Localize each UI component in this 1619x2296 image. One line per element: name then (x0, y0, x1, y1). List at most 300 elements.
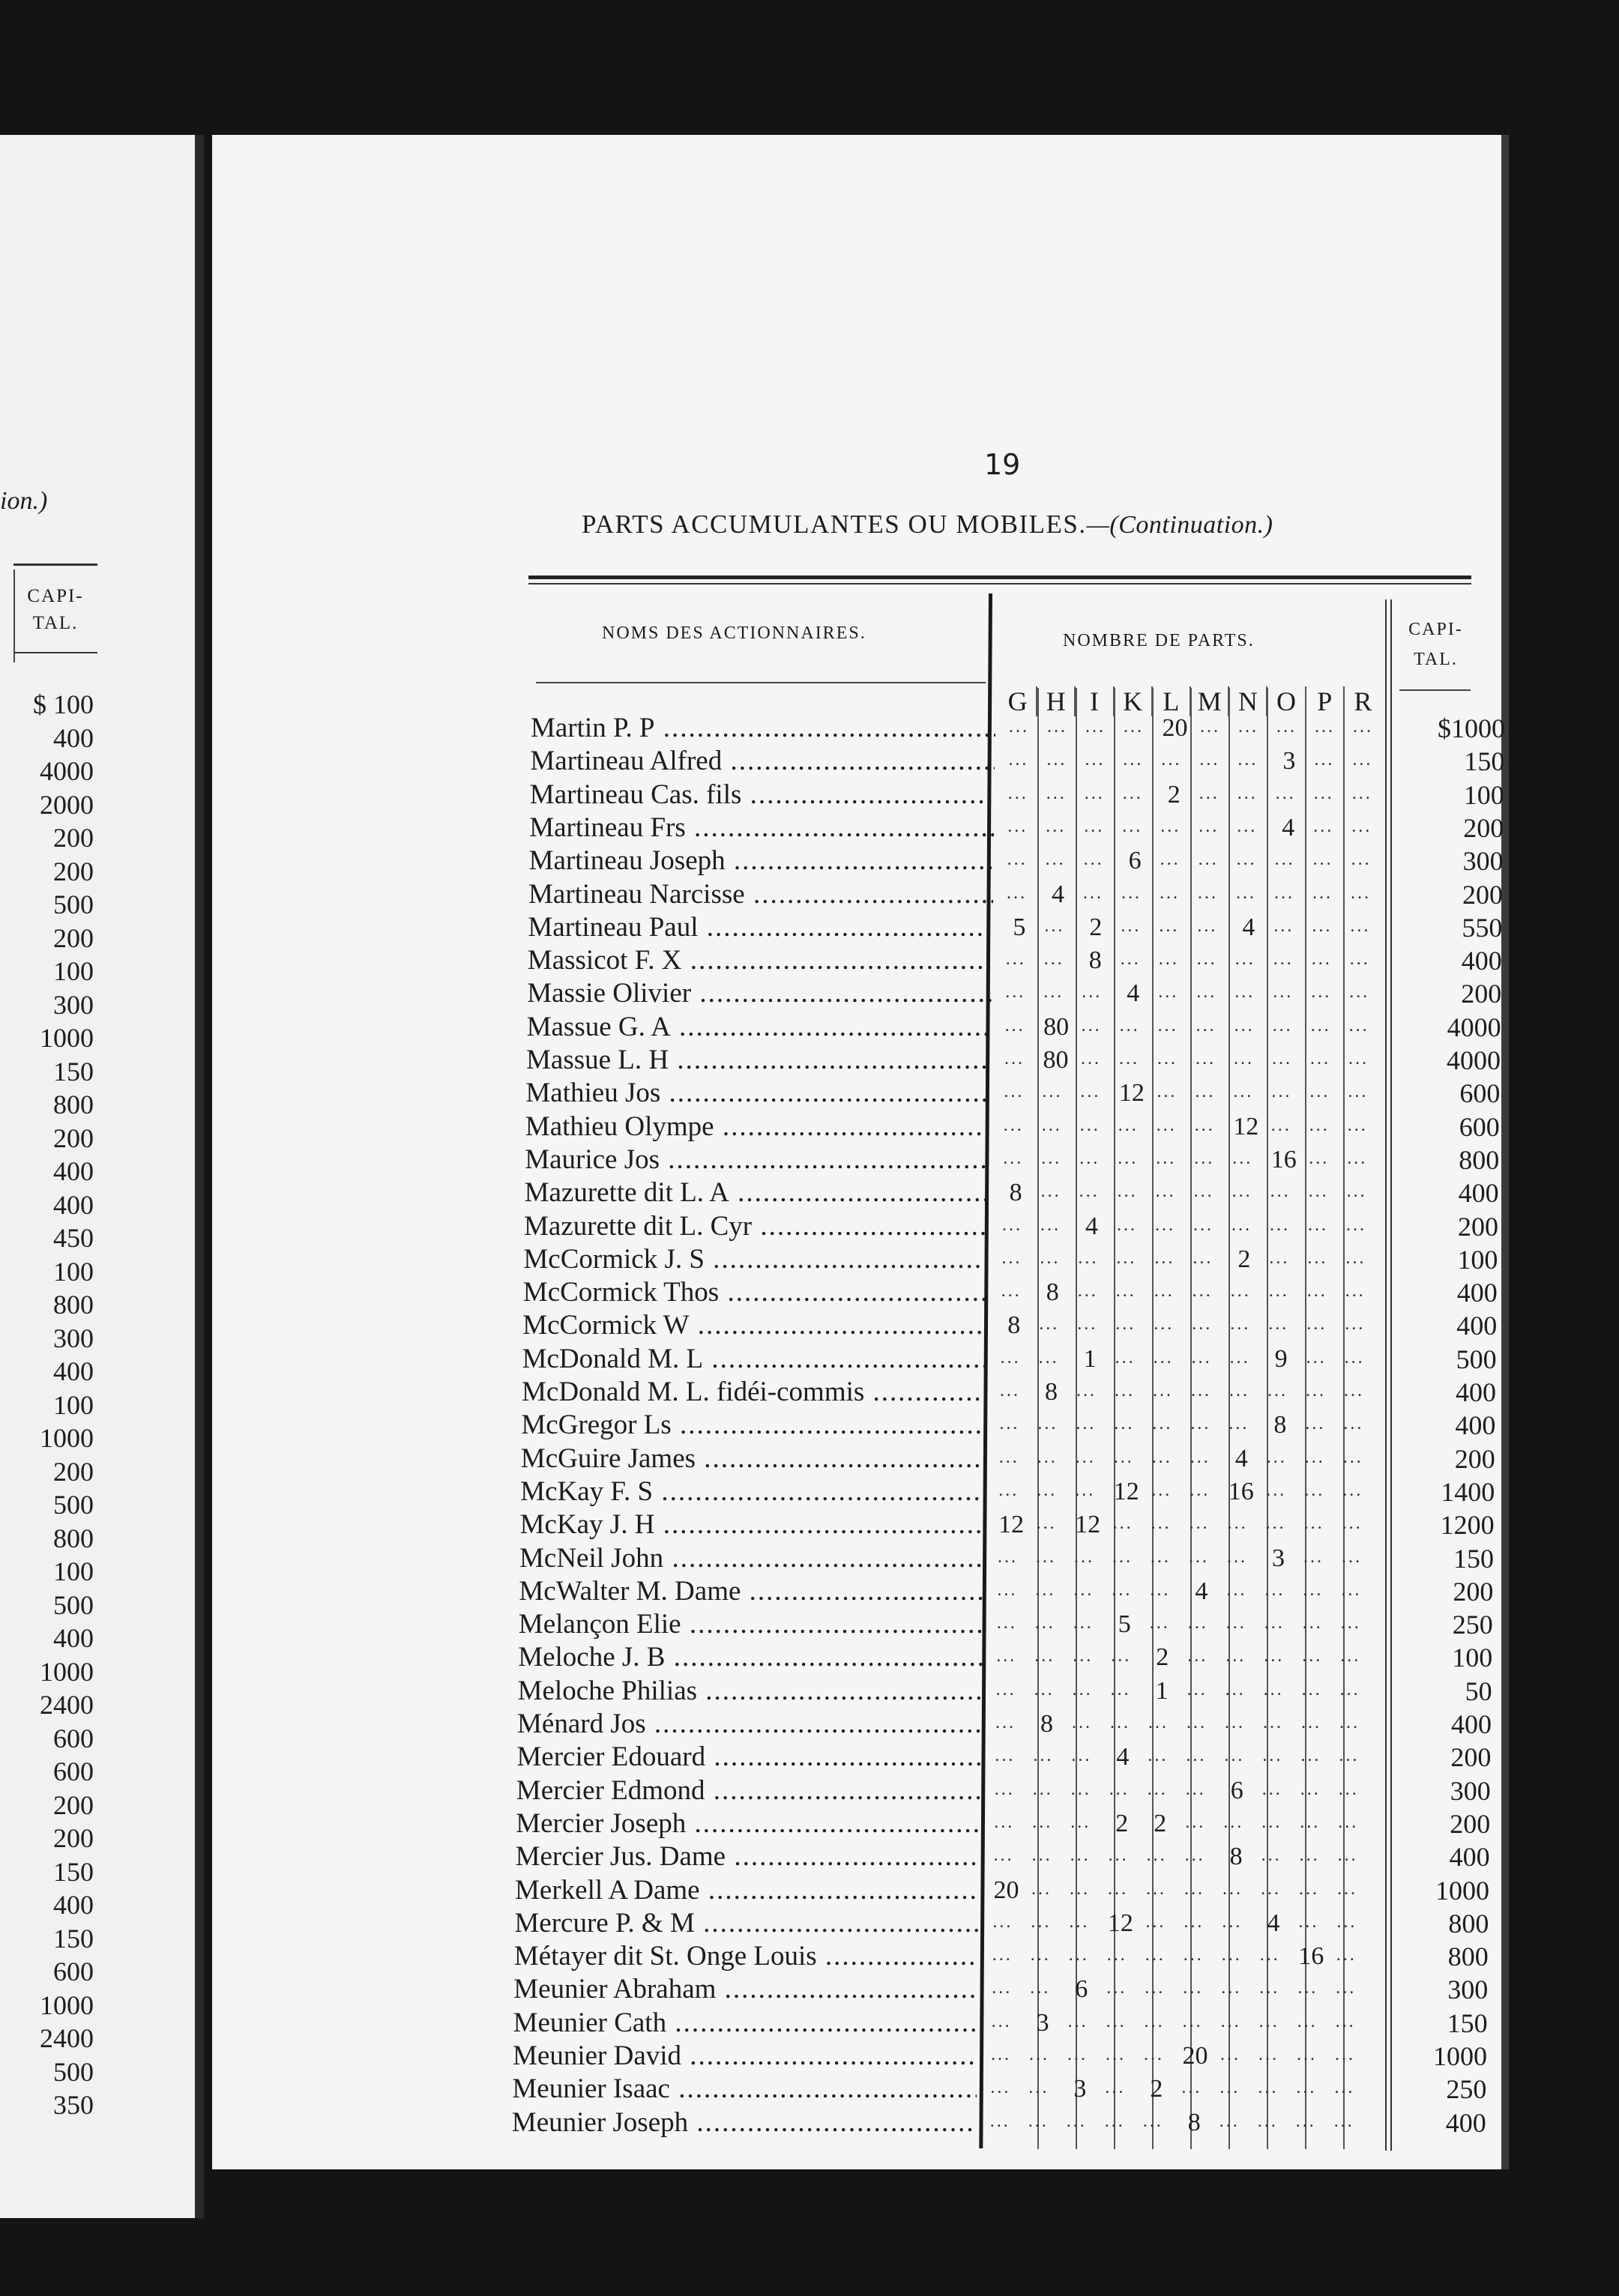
table-row (521, 1409, 1495, 1442)
parts-cell-m (1178, 1940, 1216, 1973)
parts-cell-i (1078, 812, 1116, 845)
shareholder-name: McNeil John ..... (519, 1542, 984, 1575)
capital-value: 150 (1447, 2008, 1488, 2038)
parts-cell-g (989, 1774, 1027, 1807)
parts-cell-o (1257, 1708, 1295, 1741)
left-capital-value: 200 (53, 922, 94, 953)
parts-cell-r (1335, 1608, 1373, 1641)
parts-cell-k (1109, 1309, 1148, 1342)
shareholder-name: McWalter M. Dame ..... (519, 1575, 983, 1608)
parts-cell-r (1344, 944, 1382, 977)
parts-cell-m (1178, 1907, 1216, 1940)
capital-value: 200 (1462, 879, 1503, 910)
parts-cell-o: 4 (1267, 1909, 1280, 1937)
parts-cell-h: 8 (1046, 1278, 1059, 1307)
parts-cell-i (1067, 1608, 1106, 1641)
parts-cell-n (1227, 1077, 1265, 1110)
parts-cell-g: 8 (1007, 1311, 1021, 1340)
parts-cell-r (1346, 779, 1384, 812)
parts-cell-i (1070, 1376, 1109, 1409)
parts-cell-g (1002, 745, 1040, 778)
parts-cell-k (1109, 1343, 1148, 1376)
parts-cells (998, 1111, 1380, 1144)
parts-cell-h (1035, 1176, 1073, 1209)
parts-cell-i: 8 (1088, 946, 1102, 975)
parts-cell-g (997, 1144, 1035, 1176)
right-page (212, 135, 1509, 2169)
table-row (518, 1675, 1492, 1708)
parts-cells (989, 1708, 1372, 1741)
parts-cell-n (1228, 1011, 1267, 1044)
left-capital-value: 2400 (40, 2023, 94, 2053)
parts-cell-n (1216, 1907, 1254, 1940)
parts-cell-m (1184, 1508, 1222, 1541)
parts-cell-h: 8 (1040, 1710, 1053, 1738)
parts-cell-i: 2 (1089, 913, 1103, 941)
parts-cell-n (1228, 977, 1267, 1010)
table-row (522, 1376, 1496, 1409)
parts-cell-m (1181, 1675, 1219, 1708)
left-capital-value: 400 (53, 1623, 94, 1653)
table-row (519, 1542, 1494, 1575)
parts-cell-l (1153, 944, 1191, 977)
parts-cell-h (1027, 1774, 1065, 1807)
parts-cell-l (1144, 1575, 1182, 1608)
capital-value: 400 (1451, 1709, 1492, 1739)
parts-cell-m (1187, 1276, 1225, 1309)
parts-cells (991, 1608, 1373, 1641)
left-capital-value: 400 (53, 1356, 94, 1386)
parts-cell-o (1260, 1475, 1298, 1508)
parts-cell-o (1252, 2073, 1290, 2106)
parts-cell-o (1258, 1641, 1296, 1674)
parts-cell-m (1181, 1708, 1219, 1741)
parts-cell-m (1192, 878, 1230, 911)
parts-cell-h (1022, 2073, 1061, 2106)
parts-cell-h (1038, 944, 1076, 977)
parts-cell-h (1040, 845, 1078, 877)
table-row (526, 1044, 1501, 1077)
shareholder-name: McKay J. H ..... (520, 1508, 985, 1541)
parts-cell-r (1337, 1442, 1375, 1475)
parts-cell-n (1226, 1176, 1264, 1209)
parts-cell-i (1072, 1276, 1110, 1309)
parts-cell-p (1300, 1376, 1338, 1409)
parts-cell-o (1260, 1508, 1298, 1541)
parts-cell-m (1190, 1044, 1228, 1077)
left-capital-value: 500 (53, 889, 94, 919)
parts-cell-h (1036, 1077, 1074, 1110)
parts-cell-r (1330, 1973, 1368, 2006)
parts-cell-g (1001, 812, 1040, 845)
left-capital-value: 2000 (40, 789, 94, 820)
parts-cell-h (1031, 1409, 1070, 1442)
parts-cells (995, 1343, 1377, 1376)
capital-value: 400 (1456, 1311, 1498, 1341)
parts-cell-o (1253, 1973, 1291, 2006)
parts-cell-n (1219, 1641, 1258, 1674)
parts-cell-o (1267, 1011, 1305, 1044)
parts-cell-h (1026, 1807, 1064, 1840)
shareholder-name: Martin P. P ..... (531, 712, 995, 745)
parts-cell-n (1225, 1210, 1264, 1243)
shareholder-name: McDonald M. L. fidéi-commis ..... (522, 1376, 986, 1409)
parts-cell-i (1073, 1176, 1112, 1209)
shareholder-name: Meloche Philias ..... (518, 1675, 983, 1708)
parts-cell-r (1328, 2073, 1366, 2106)
parts-cell-i (1073, 1144, 1112, 1176)
parts-cell-l (1139, 1973, 1177, 2006)
parts-cells (991, 1575, 1373, 1608)
table-row (531, 712, 1505, 745)
parts-cell-m: 4 (1195, 1577, 1208, 1605)
parts-cell-r (1333, 1774, 1371, 1807)
parts-cell-m (1190, 1011, 1228, 1044)
parts-cell-n (1216, 1940, 1254, 1973)
left-capital-value: 1000 (40, 1423, 94, 1453)
parts-cell-g (993, 1442, 1031, 1475)
shareholder-name: Mercier Edmond ..... (516, 1774, 981, 1807)
parts-cell-r (1330, 2007, 1368, 2040)
parts-cell-p (1291, 2007, 1330, 2040)
parts-cell-r (1333, 1708, 1372, 1741)
parts-letter-n: N (1228, 686, 1266, 716)
parts-cell-g (995, 1276, 1034, 1309)
table-row (528, 911, 1502, 944)
left-capital-value: 400 (53, 1890, 94, 1920)
parts-cell-n (1221, 1542, 1259, 1575)
parts-cell-l (1146, 1409, 1184, 1442)
parts-cell-i (1076, 977, 1114, 1010)
parts-cell-g: 5 (1013, 913, 1026, 941)
shareholder-name: Martineau Frs ..... (529, 812, 994, 845)
parts-cell-r (1329, 2040, 1367, 2073)
parts-cell-l (1139, 2007, 1177, 2040)
parts-cell-i (1078, 845, 1116, 877)
shareholder-name: Mercier Edouard ..... (516, 1741, 981, 1774)
parts-cell-m (1179, 1840, 1217, 1873)
left-capital-value: 100 (53, 1389, 94, 1420)
parts-cell-k (1114, 1011, 1152, 1044)
parts-cell-h (1040, 745, 1079, 778)
left-capital-value: 100 (53, 1256, 94, 1287)
parts-cell-k (1110, 1243, 1148, 1276)
table-row (529, 812, 1504, 845)
parts-cell-r (1333, 1741, 1371, 1774)
shareholder-name: Mathieu Jos ..... (525, 1077, 990, 1110)
parts-cell-g (986, 1973, 1024, 2006)
parts-cell-h (1022, 2106, 1061, 2139)
parts-cell-l (1152, 1011, 1190, 1044)
shareholder-name: Martineau Joseph ..... (529, 845, 994, 877)
parts-cell-h (1030, 1542, 1068, 1575)
parts-cell-r (1334, 1641, 1372, 1674)
shareholder-name: Mazurette dit L. A ..... (525, 1176, 989, 1209)
parts-cell-l (1150, 1144, 1188, 1176)
left-capital-value: 200 (53, 856, 94, 886)
capital-value: 1000 (1435, 1875, 1489, 1906)
parts-cell-r (1335, 1575, 1373, 1608)
parts-cell-g: 8 (1009, 1179, 1022, 1207)
parts-cell-r (1339, 1309, 1377, 1342)
parts-cell-r (1337, 1409, 1375, 1442)
table-row (525, 1111, 1500, 1144)
parts-cell-p (1297, 1608, 1335, 1641)
parts-cell-p (1294, 1840, 1332, 1873)
parts-cell-l (1149, 1210, 1187, 1243)
shareholder-name: Martineau Narcisse ..... (528, 878, 993, 911)
parts-cells (998, 1077, 1380, 1110)
parts-cell-m (1193, 745, 1231, 778)
parts-cell-h (1037, 977, 1076, 1010)
parts-cell-o (1253, 2007, 1291, 2040)
parts-cell-r (1336, 1508, 1375, 1541)
parts-cell-i (1066, 1708, 1104, 1741)
left-capital-value: 600 (53, 1723, 94, 1753)
table-row (518, 1641, 1492, 1674)
parts-cell-o (1267, 977, 1305, 1010)
parts-cell-l (1151, 1077, 1189, 1110)
capital-value: 400 (1456, 1377, 1496, 1407)
parts-cell-g (998, 1111, 1036, 1144)
parts-cell-n: 4 (1234, 1444, 1248, 1472)
shareholder-name: Maurice Jos ..... (525, 1144, 989, 1176)
table-row (512, 2073, 1486, 2106)
parts-cell-l (1151, 1044, 1190, 1077)
capital-value: 400 (1449, 1842, 1490, 1873)
parts-cell-g: 20 (993, 1876, 1019, 1904)
parts-cell-m (1180, 1774, 1218, 1807)
parts-cell-r (1345, 845, 1384, 877)
parts-cells (990, 1641, 1372, 1674)
shareholder-name: Métayer dit St. Onge Louis ..... (514, 1940, 979, 1973)
parts-cell-n (1231, 779, 1270, 812)
parts-cell-r (1342, 1044, 1381, 1077)
parts-cell-o (1256, 1774, 1294, 1807)
table-row (528, 944, 1502, 977)
parts-cell-m (1193, 845, 1231, 877)
parts-cell-g (991, 1608, 1029, 1641)
parts-cell-r (1331, 1874, 1369, 1907)
parts-cells (1001, 812, 1384, 845)
table-row (513, 2007, 1488, 2040)
parts-cell-l (1148, 1243, 1187, 1276)
shareholder-name: Ménard Jos ..... (517, 1708, 982, 1741)
parts-cell-g (990, 1675, 1028, 1708)
parts-cell-k (1106, 1575, 1144, 1608)
left-capital-underline (13, 652, 97, 653)
header-capital-line1: CAPI- (1408, 620, 1463, 639)
parts-cell-g (984, 2073, 1022, 2106)
parts-cell-o: 3 (1282, 747, 1296, 776)
capital-value: 300 (1447, 1975, 1489, 2005)
parts-cell-o (1270, 779, 1308, 812)
parts-cell-h (1028, 1675, 1067, 1708)
parts-cell-m (1182, 1608, 1220, 1641)
parts-cell-o (1264, 1210, 1302, 1243)
parts-cell-l: 2 (1154, 1809, 1167, 1837)
parts-cell-k (1112, 1144, 1150, 1176)
left-capital-value: 600 (53, 1957, 94, 1987)
parts-cell-p (1298, 1475, 1336, 1508)
parts-cell-h (1031, 1442, 1070, 1475)
parts-cell-p (1291, 1973, 1330, 2006)
parts-cell-k (1118, 712, 1156, 745)
parts-cell-r (1332, 1807, 1370, 1840)
parts-cell-g (994, 1376, 1032, 1409)
parts-cell-i: 3 (1073, 2075, 1087, 2103)
table-row (519, 1575, 1493, 1608)
parts-letter-h: H (1036, 686, 1074, 716)
parts-cell-p (1296, 1675, 1334, 1708)
parts-cell-k (1117, 779, 1155, 812)
parts-cell-o: 4 (1282, 813, 1295, 842)
left-capital-value: 100 (53, 956, 94, 986)
parts-cell-p (1293, 1874, 1331, 1907)
capital-value: 4000 (1447, 1045, 1501, 1075)
parts-cell-l (1154, 878, 1192, 911)
parts-cell-g (984, 2106, 1022, 2139)
parts-cell-h (1040, 812, 1078, 845)
parts-cell-l (1145, 1475, 1184, 1508)
parts-cell-m (1186, 1309, 1224, 1342)
parts-cell-p (1301, 1243, 1339, 1276)
table-row (529, 845, 1504, 877)
table-row (527, 977, 1501, 1010)
parts-cell-r (1345, 812, 1384, 845)
parts-cells (1002, 745, 1384, 778)
parts-cells (993, 1409, 1375, 1442)
parts-cell-o (1258, 1575, 1297, 1608)
parts-cell-l (1140, 1874, 1178, 1907)
shareholder-name: Martineau Alfred ..... (530, 745, 995, 778)
parts-cells (989, 1741, 1371, 1774)
parts-cell-o (1258, 1608, 1297, 1641)
parts-cell-p (1303, 1077, 1342, 1110)
table-row (530, 745, 1504, 778)
parts-cell-n (1230, 878, 1268, 911)
parts-cell-m (1183, 1542, 1221, 1575)
parts-cell-r (1340, 1210, 1378, 1243)
parts-letter-p: P (1305, 686, 1343, 716)
shareholder-name: Meunier Isaac ..... (512, 2073, 977, 2106)
parts-cell-m (1194, 712, 1232, 745)
parts-cells (997, 1176, 1379, 1209)
left-capital-value: 400 (53, 1156, 94, 1186)
names-header-rule (536, 682, 986, 683)
parts-cell-m (1184, 1409, 1222, 1442)
parts-cell-i (1079, 745, 1117, 778)
parts-cell-g (985, 2040, 1023, 2073)
parts-cell-h (1033, 1343, 1071, 1376)
parts-cell-l (1147, 1376, 1185, 1409)
parts-cell-k (1105, 1641, 1143, 1674)
parts-cell-h: 4 (1052, 880, 1064, 908)
parts-cell-h (1034, 1243, 1072, 1276)
parts-cell-n (1214, 2106, 1252, 2139)
parts-cell-g (999, 977, 1037, 1010)
parts-cell-k (1115, 878, 1154, 911)
parts-cell-i (1068, 1542, 1106, 1575)
parts-cell-m (1188, 1144, 1226, 1176)
parts-cell-o (1269, 845, 1307, 877)
parts-cells (1001, 845, 1384, 877)
parts-cell-k (1104, 1708, 1142, 1741)
parts-cell-h (1033, 1309, 1071, 1342)
parts-cell-g (998, 1077, 1036, 1110)
parts-cell-k (1109, 1376, 1147, 1409)
shareholder-name: Martineau Cas. fils ..... (530, 779, 995, 812)
parts-cell-m (1181, 1641, 1219, 1674)
capital-value: 200 (1463, 812, 1504, 843)
parts-cell-k (1100, 2007, 1139, 2040)
parts-cell-k: 5 (1118, 1610, 1131, 1639)
parts-cell-n (1223, 1376, 1261, 1409)
shareholder-name: Meunier Abraham ..... (513, 1973, 978, 2006)
parts-cell-k (1100, 2040, 1138, 2073)
parts-cell-i (1067, 1675, 1105, 1708)
parts-cell-i (1072, 1243, 1110, 1276)
parts-cell-i (1070, 1442, 1108, 1475)
parts-cell-g (986, 1907, 1025, 1940)
parts-cell-n (1232, 712, 1270, 745)
parts-cell-h (1040, 779, 1079, 812)
parts-cell-m (1185, 1376, 1223, 1409)
parts-cell-p (1309, 712, 1347, 745)
parts-cell-o (1256, 1741, 1294, 1774)
parts-cells (992, 1475, 1375, 1508)
parts-cells (1003, 712, 1385, 745)
parts-cell-g (1001, 878, 1039, 911)
parts-cell-p (1303, 1144, 1341, 1176)
parts-cell-o (1255, 1840, 1294, 1873)
parts-cell-l (1138, 2040, 1176, 2073)
parts-cell-h (1041, 712, 1079, 745)
table-row (525, 1144, 1499, 1176)
shareholder-name: McGuire James ..... (521, 1442, 986, 1475)
parts-cell-l (1148, 1309, 1186, 1342)
parts-cell-m (1191, 944, 1229, 977)
parts-cell-n (1220, 1575, 1258, 1608)
table-row (513, 1973, 1488, 2006)
parts-cell-o (1265, 1077, 1303, 1110)
parts-cell-k (1112, 1111, 1151, 1144)
parts-cell-m (1177, 1973, 1215, 2006)
parts-cell-p (1294, 1807, 1332, 1840)
parts-cell-r (1336, 1542, 1374, 1575)
parts-cell-l (1151, 1111, 1189, 1144)
left-capital-value: 400 (53, 1189, 94, 1220)
parts-cell-l (1139, 1940, 1178, 1973)
table-row (525, 1077, 1500, 1110)
header-capital (1404, 614, 1468, 674)
parts-cells (1002, 779, 1384, 812)
parts-cell-p (1297, 1542, 1336, 1575)
parts-cell-o: 9 (1274, 1344, 1288, 1373)
parts-cell-k (1099, 2073, 1137, 2106)
parts-cell-r (1334, 1675, 1372, 1708)
capital-value: 400 (1455, 1410, 1496, 1441)
parts-cell-r (1341, 1144, 1379, 1176)
capital-value: 150 (1453, 1543, 1494, 1574)
shareholder-name: Meunier Joseph ..... (512, 2106, 977, 2139)
left-continuation-text: ion.) (0, 487, 48, 515)
parts-cell-p (1303, 1111, 1342, 1144)
parts-cell-k: 4 (1116, 1743, 1130, 1771)
parts-cell-k (1110, 1276, 1148, 1309)
parts-cell-r (1343, 977, 1381, 1010)
parts-cell-l (1142, 1774, 1180, 1807)
